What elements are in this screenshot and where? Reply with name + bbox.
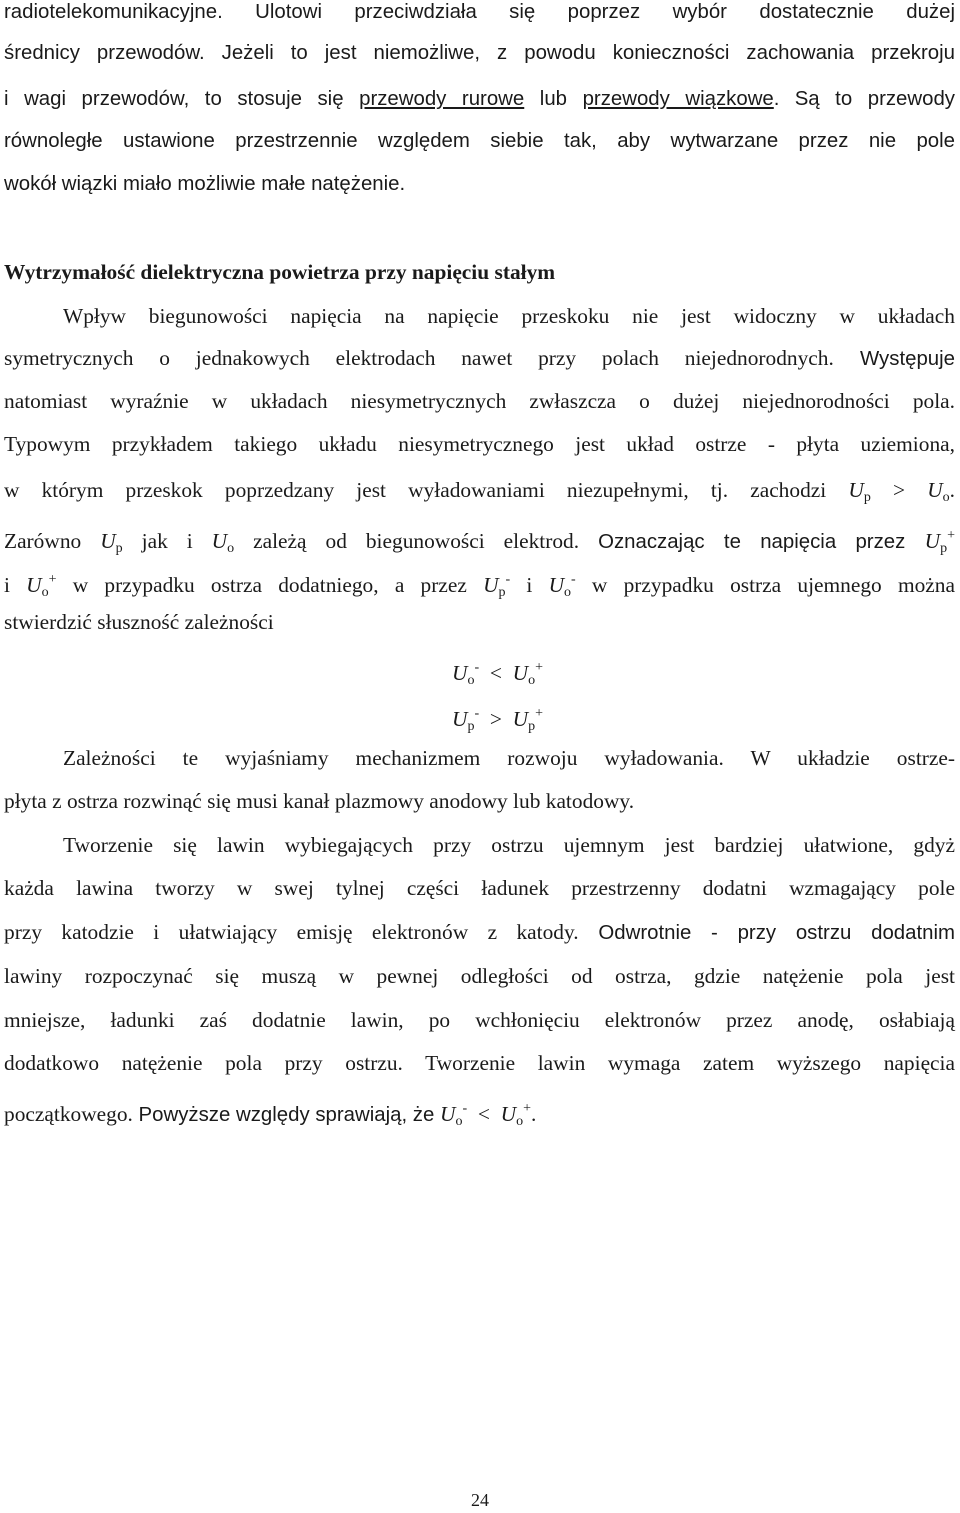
text-span: Występuje	[833, 348, 955, 370]
paragraph-line: stwierdzić słuszność zależności	[4, 610, 274, 634]
paragraph-line: każda lawina tworzy w swej tylnej części ładunek przestrzenny dodatni wzmagający pole	[4, 876, 955, 900]
math-expression: $U_o^- < U_o^+$.	[440, 1101, 537, 1129]
paragraph-line	[4, 83, 955, 113]
math-expression: $U_o$	[211, 529, 235, 556]
math-expression: $U_o^+$	[26, 572, 57, 600]
text-span: symetrycznych o jednakowych elektrodach nawet przy polach niejednorodnych.	[4, 346, 834, 370]
text-span: i	[526, 573, 549, 597]
paragraph-line	[4, 343, 955, 373]
paragraph-line: Tworzenie się lawin wybiegających przy ostrzu ujemnym jest bardziej ułatwione, gdyż	[63, 833, 955, 857]
page-number: 24	[471, 1490, 489, 1510]
math-expression: $U_p$	[100, 529, 123, 556]
paragraph-line: Typowym przykładem takiego układu niesymetrycznego jest układ ostrze - płyta uziemiona,	[4, 432, 955, 456]
paragraph-line	[4, 565, 955, 600]
text-span: lub	[524, 88, 583, 110]
paragraph-line: wokół wiązki miało możliwie małe natężenie.	[4, 173, 406, 195]
text-span: Zarówno	[4, 529, 101, 553]
paragraph-line: Zależności te wyjaśniamy mechanizmem rozwoju wyładowania. W układzie ostrze-	[63, 746, 955, 770]
text-span: i wagi przewodów, to stosuje się	[4, 88, 360, 110]
text-span: i	[4, 573, 27, 597]
text-span: w przypadku ostrza ujemnego można	[591, 573, 955, 597]
text-span: w którym przeskok poprzedzany jest wyładowaniami niezupełnymi, tj. zachodzi	[4, 478, 849, 502]
math-expression: $U_p^-$	[483, 572, 511, 600]
paragraph-line	[4, 475, 955, 505]
link-przewody-wiazkowe[interactable]: przewody wiązkowe	[582, 88, 774, 110]
section-heading: Wytrzymałość dielektryczna powietrza przy napięciu stałym	[4, 260, 556, 284]
text-span: Odwrotnie - przy ostrzu dodatnim	[578, 922, 955, 944]
paragraph-line: radiotelekomunikacyjne. Ulotowi przeciwdziała się poprzez wybór dostatecznie dużej	[4, 1, 955, 23]
text-span: zależą od biegunowości elektrod.	[253, 529, 580, 553]
text-span: Są to przewody	[794, 88, 955, 110]
text-span: przy katodzie i ułatwiający emisję elektronów z katody.	[4, 920, 579, 944]
paragraph-line	[4, 917, 955, 947]
math-inequality-up: $U_p^- > U_p^+$	[452, 706, 543, 734]
text-span: Powyższe względy sprawiają, że	[132, 1104, 441, 1126]
paragraph-line: natomiast wyraźnie w układach niesymetrycznych zwłaszcza o dużej niejednorodności pola.	[4, 389, 955, 413]
text-span: .	[773, 88, 780, 110]
math-inequality-uo: $U_o^- < U_o^+$	[452, 660, 543, 688]
paragraph-line: lawiny rozpoczynać się muszą w pewnej odległości od ostrza, gdzie natężenie pola jest	[4, 964, 955, 988]
link-przewody-rurowe[interactable]: przewody rurowe	[359, 88, 525, 110]
math-expression: $U_o^-$	[548, 572, 576, 600]
text-span: w przypadku ostrza dodatniego, a przez	[72, 573, 484, 597]
paragraph-line: dodatkowo natężenie pola przy ostrzu. Tworzenie lawin wymaga zatem wyższego napięcia	[4, 1051, 955, 1075]
paragraph-line: mniejsze, ładunki zaś dodatnie lawin, po wchłonięciu elektronów przez anodę, osłabiają	[4, 1008, 955, 1032]
text-span: jak i	[141, 529, 212, 553]
paragraph-line	[4, 521, 955, 556]
paragraph-line: płyta z ostrza rozwinąć się musi kanał plazmowy anodowy lub katodowy.	[4, 789, 635, 813]
paragraph-line: Wpływ biegunowości napięcia na napięcie przeskoku nie jest widoczny w układach	[63, 304, 955, 328]
paragraph-line: średnicy przewodów. Jeżeli to jest niemożliwe, z powodu konieczności zachowania przekroju	[4, 42, 955, 64]
math-expression: $U_p > U_o$.	[848, 478, 956, 505]
text-span: początkowego.	[4, 1102, 133, 1126]
paragraph-line	[4, 1094, 955, 1129]
text-span: Oznaczając te napięcia przez	[598, 531, 925, 553]
paragraph-line: równoległe ustawione przestrzennie względem siebie tak, aby wytwarzane przez nie pole	[4, 130, 955, 152]
math-expression: $U_p^+$	[924, 528, 955, 556]
